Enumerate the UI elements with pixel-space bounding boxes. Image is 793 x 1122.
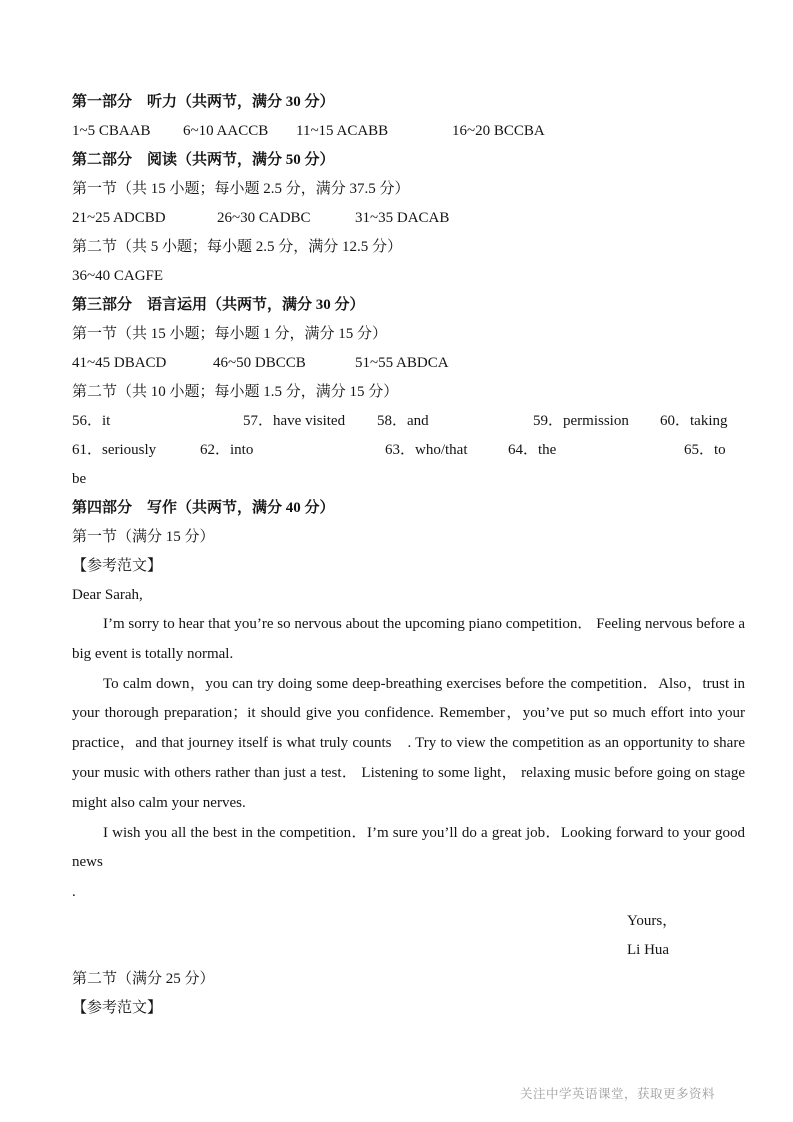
answer-group: 41~45 DBACD [72, 355, 167, 371]
fill-answer: 63．who/that [385, 442, 468, 458]
answer-group: 21~25 ADCBD [72, 210, 166, 226]
letter-paragraph-1: I’m sorry to hear that you’re so nervous about the upcoming piano competition． Feeling nervous before a big event is totally normal. [72, 616, 745, 662]
letter-trailing-period: . [72, 884, 76, 901]
fill-answer: 65．to [684, 442, 726, 458]
letter-signature: Li Hua [627, 942, 670, 959]
letter-closing: Yours， [627, 913, 678, 930]
fill-answer: 57．have visited [243, 413, 346, 429]
fill-answer: 58．and [377, 413, 429, 429]
letter-paragraph-2: To calm down，you can try doing some deep-breathing exercises before the competition．Also，trust in your thorough preparation；it should give you confidence. Remember，you’ve put so much effort into your practice，and that journey itself is what truly counts . Try to view the competition as an opportunity to share your music with others rather than just a test． Listening to some light， relaxing music before going on stage might also calm your nerves. [72, 675, 745, 811]
sample-essay-label-2: 【参考范文】 [72, 1000, 163, 1017]
fill-answers-row-2 [72, 436, 745, 465]
answer-group: 26~30 CADBC [217, 210, 311, 226]
sample-essay-label-1: 【参考范文】 [72, 558, 163, 574]
fill-answer: 62．into [200, 442, 254, 458]
answer-group: 46~50 DBCCB [213, 355, 306, 371]
answer-group: 1~5 CBAAB [72, 123, 151, 139]
part1-heading: 第一部分 听力（共两节，满分 30 分） [72, 94, 335, 110]
answer-group: 6~10 AACCB [183, 123, 269, 139]
footer-watermark: 关注中学英语课堂，获取更多资料 [519, 1087, 715, 1101]
answer-group: 51~55 ABDCA [355, 355, 449, 371]
answer-group: 16~20 BCCBA [452, 123, 545, 139]
fill-answers-row-1 [72, 407, 745, 436]
part2-section2-label: 第二节（共 5 小题；每小题 2.5 分，满分 12.5 分） [72, 239, 403, 255]
language-section1-answers-row [72, 349, 745, 378]
part3-section2-label: 第二节（共 10 小题；每小题 1.5 分，满分 15 分） [72, 384, 399, 400]
answer-group: 11~15 ACABB [296, 123, 389, 139]
fill-answers-row-3: be [72, 471, 87, 487]
part3-section1-label: 第一节（共 15 小题；每小题 1 分，满分 15 分） [72, 326, 388, 342]
fill-answer: 64．the [508, 442, 557, 458]
page-content [72, 88, 745, 1023]
part2-heading: 第二部分 阅读（共两节，满分 50 分） [72, 152, 335, 168]
letter-salutation: Dear Sarah, [72, 587, 143, 603]
part4-heading: 第四部分 写作（共两节，满分 40 分） [72, 500, 335, 516]
fill-answer: 56．it [72, 413, 111, 429]
answer-group: 31~35 DACAB [355, 210, 450, 226]
fill-answer: 59．permission [533, 413, 629, 429]
fill-answer: 60．taking [660, 413, 728, 429]
fill-answer: 61．seriously [72, 442, 157, 458]
letter-paragraph-3: I wish you all the best in the competition．I’m sure you’ll do a great job．Looking forward to your good news [72, 824, 745, 871]
part3-heading: 第三部分 语言运用（共两节，满分 30 分） [72, 297, 365, 313]
listening-answers-row [72, 117, 745, 146]
part4-section1-label: 第一节（满分 15 分） [72, 529, 215, 545]
reading-section1-answers-row [72, 204, 745, 233]
part2-section1-label: 第一节（共 15 小题；每小题 2.5 分，满分 37.5 分） [72, 181, 410, 197]
reading-section2-answers-row: 36~40 CAGFE [72, 268, 164, 284]
part4-section2-label: 第二节（满分 25 分） [72, 971, 215, 988]
letter-closing-block [627, 907, 745, 965]
